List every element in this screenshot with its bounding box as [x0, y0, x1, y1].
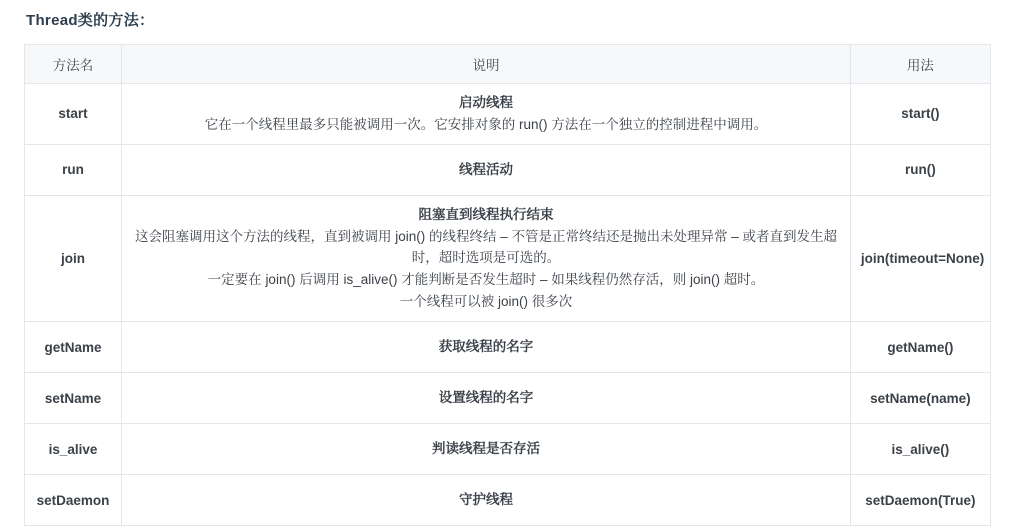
method-usage-cell: is_alive() [850, 424, 990, 475]
method-description-cell [122, 195, 851, 321]
description-line: 启动线程 [458, 95, 513, 110]
description-line: 线程活动 [458, 161, 513, 177]
method-name-cell: getName [25, 322, 122, 373]
method-usage-cell: join(timeout=None) [850, 195, 990, 321]
table-row [25, 84, 991, 145]
table-row [25, 475, 991, 526]
description-line: 守护线程 [458, 492, 513, 508]
method-description-cell [122, 84, 851, 145]
method-name-cell: is_alive [25, 424, 122, 475]
method-description-cell [122, 424, 851, 475]
table-row [25, 373, 991, 424]
description-line: 设置线程的名字 [438, 390, 534, 406]
method-description-cell [122, 475, 851, 526]
method-description-cell [122, 322, 851, 373]
method-usage-cell: setName(name) [850, 373, 990, 424]
table-row [25, 322, 991, 373]
table-row [25, 424, 991, 475]
table-row [25, 195, 991, 321]
thread-methods-table [24, 44, 991, 526]
description-line: 阻塞直到线程执行结束 [418, 206, 554, 222]
page-title: Thread类的方法： [26, 12, 155, 29]
table-header-row [25, 45, 991, 84]
method-usage-cell: setDaemon(True) [850, 475, 990, 526]
table-row [25, 144, 991, 195]
method-usage-cell: getName() [850, 322, 990, 373]
column-header-method-name: 方法名 [25, 45, 122, 84]
column-header-description: 说明 [122, 45, 851, 84]
method-name-cell: join [25, 195, 122, 321]
method-name-cell: run [25, 144, 122, 195]
method-name-cell: setName [25, 373, 122, 424]
description-line: 它在一个线程里最多只能被调用一次。它安排对象的 run() 方法在一个独立的控制进程中调用。 [204, 116, 768, 132]
table-body [25, 84, 991, 526]
method-usage-cell: start() [850, 84, 990, 145]
description-line: 一个线程可以被 join() 很多次 [399, 294, 573, 310]
description-line: 这会阻塞调用这个方法的线程，直到被调用 join() 的线程终结 – 不管是正常终结还是抛出未处理异常 – 或者直到发生超时，超时选项是可选的。 [134, 228, 837, 266]
method-usage-cell: run() [850, 144, 990, 195]
description-line: 获取线程的名字 [438, 339, 534, 355]
method-name-cell: start [25, 84, 122, 145]
method-description-cell [122, 144, 851, 195]
document-page [0, 9, 1015, 526]
column-header-usage: 用法 [850, 45, 990, 84]
table-header [25, 45, 991, 84]
description-line: 判读线程是否存活 [431, 441, 540, 457]
method-name-cell: setDaemon [25, 475, 122, 526]
method-description-cell [122, 373, 851, 424]
description-line: 一定要在 join() 后调用 is_alive() 才能判断是否发生超时 – 如果线程仍然存活，则 join() 超时。 [207, 272, 765, 288]
